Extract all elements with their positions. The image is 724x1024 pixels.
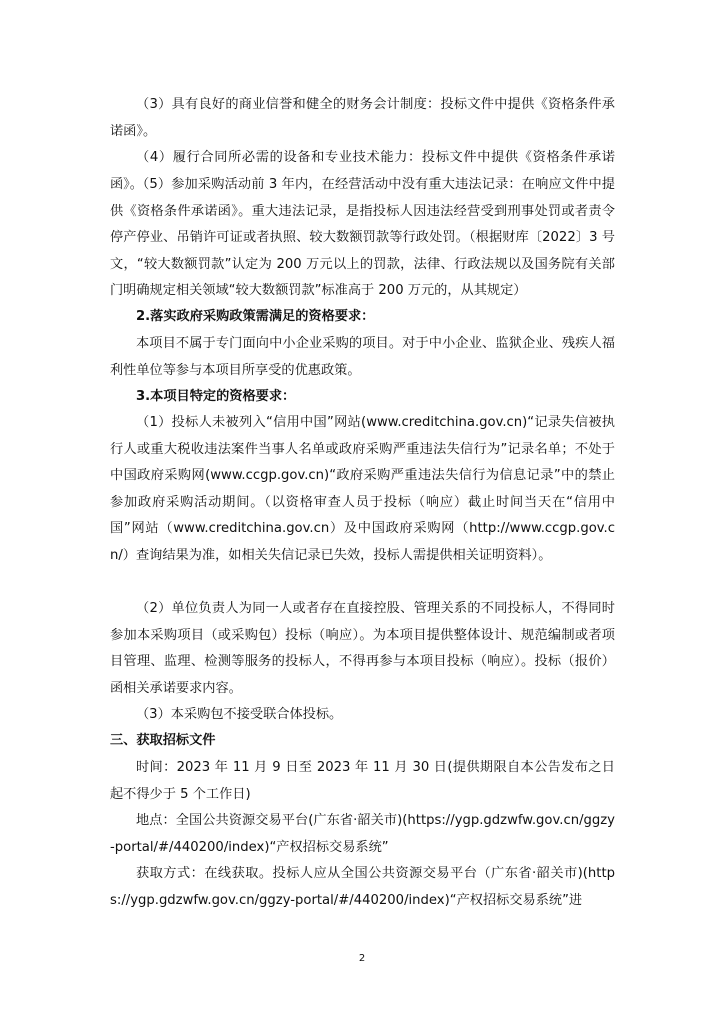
paragraph-specific-2: （2）单位负责人为同一人或者存在直接控股、管理关系的不同投标人，不得同时参加本采购项目（或采购包）投标（响应）。为本项目提供整体设计、规范编制或者项目管理、监理、检测等服务的投标人，不得再参与本项目投标（响应）。投标（报价）函相关承诺要求内容。 xyxy=(110,601,615,696)
heading-policy-requirements: 2.落实政府采购政策需满足的资格要求： xyxy=(136,309,375,324)
paragraph-sme-policy: 本项目不属于专门面向中小企业采购的项目。对于中小企业、监狱企业、残疾人福利性单位等参与本项目所享受的优惠政策。 xyxy=(110,336,615,378)
paragraph-specific-3: （3）本采购包不接受联合体投标。 xyxy=(136,707,343,722)
heading-specific-requirements: 3.本项目特定的资格要求： xyxy=(136,389,296,404)
paragraph-method: 获取方式：在线获取。投标人应从全国公共资源交易平台（广东省·韶关市)(https://ygp.gdzwfw.gov.cn/ggzy-portal/#/440200/index)“产权招标交易系统”进 xyxy=(110,866,615,908)
paragraph-qualification-4: （4）履行合同所必需的设备和专业技术能力：投标文件中提供《资格条件承诺函》。 xyxy=(110,150,615,192)
section-heading-obtain-documents: 三、获取招标文件 xyxy=(110,733,216,748)
paragraph-qualification-5: （5）参加采购活动前 3 年内，在经营活动中没有重大违法记录：在响应文件中提供《资格条件承诺函》。重大违法记录，是指投标人因违法经营受到刑事处罚或者责令停产停业、吊销许可证或者执照、较大数额罚款等行政处罚。（根据财库〔2022〕3 号文，“较大数额罚款”认定为 200 万元以上的罚款，法律、行政法规以及国务院有关部门明确规定相关领域“较大数额罚款”标准高于 200 万元的，从其规定） xyxy=(110,177,615,298)
paragraph-location: 地点：全国公共资源交易平台(广东省·韶关市)(https://ygp.gdzwfw.gov.cn/ggzy-portal/#/440200/index)“产权招标交易系统” xyxy=(110,813,615,855)
paragraph-qualification-3: （3）具有良好的商业信誉和健全的财务会计制度：投标文件中提供《资格条件承诺函》。 xyxy=(110,97,615,139)
paragraph-time: 时间：2023 年 11 月 9 日至 2023 年 11 月 30 日(提供期限自本公告发布之日起不得少于 5 个工作日) xyxy=(110,760,615,802)
page-number: 2 xyxy=(358,953,366,964)
paragraph-specific-1: （1）投标人未被列入“信用中国”网站(www.creditchina.gov.cn)“记录失信被执行人或重大税收违法案件当事人名单或政府采购严重违法失信行为”记录名单；不处于中国政府采购网(www.ccgp.gov.cn)“政府采购严重违法失信行为信息记录”中的禁止参加政府采购活动期间。（以资格审查人员于投标（响应）截止时间当天在“信用中国”网站（www.creditchina.gov.cn）及中国政府采购网（http://www.ccgp.gov.cn/）查询结果为准，如相关失信记录已失效，投标人需提供相关证明资料）。 xyxy=(110,415,615,563)
